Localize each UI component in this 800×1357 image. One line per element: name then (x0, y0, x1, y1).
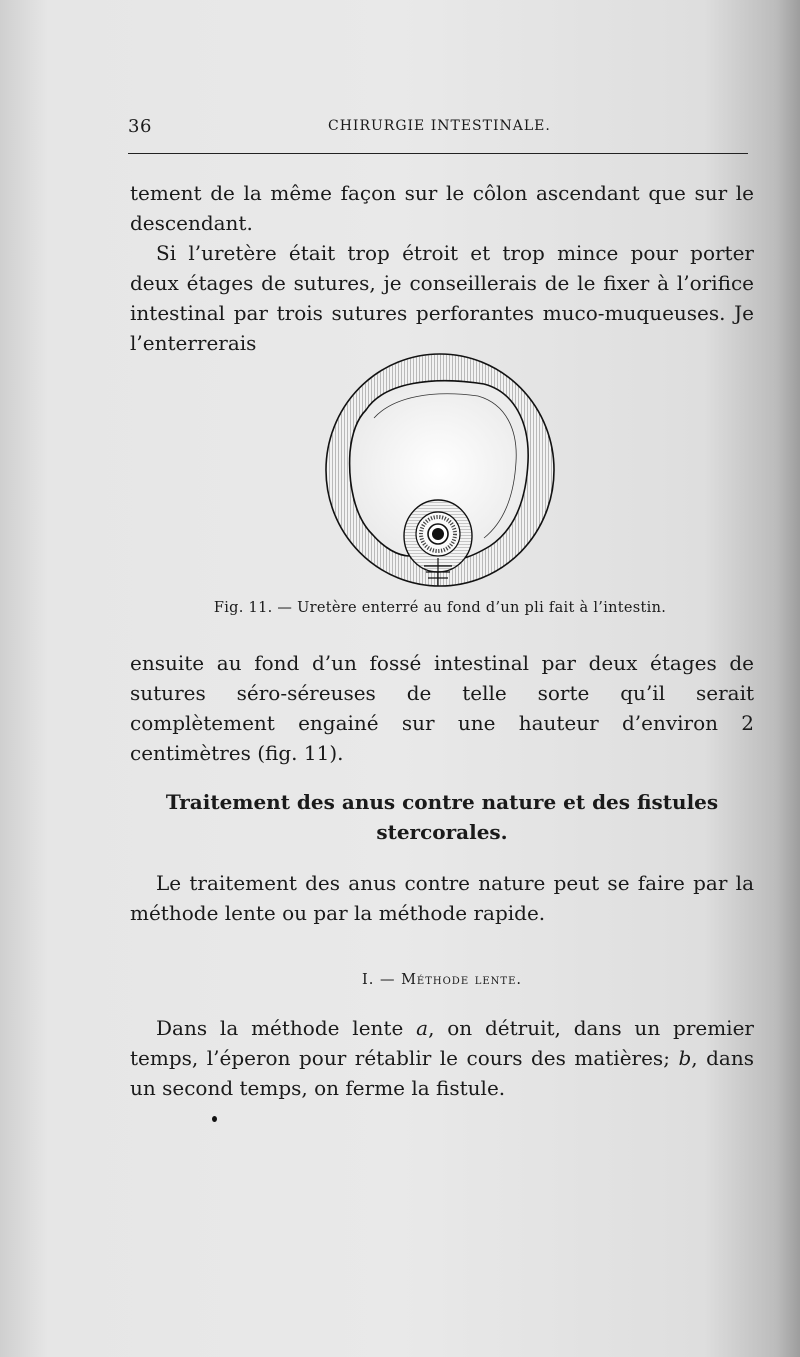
paragraph-3: ensuite au fond d’un fossé intestinal par deux étages de sutures séro-séreuses de telle sorte qu’il serait complètement engainé sur une hauteur d’environ 2 centimètres (fig. 11). (130, 651, 754, 765)
paragraph-5-part-b: , on détruit, dans un premier temps, l’éperon pour rétablir le cours des matières; (130, 1016, 754, 1070)
page-header (128, 116, 748, 140)
subsection-title: Méthode lente. (401, 972, 522, 988)
section-heading: Traitement des anus contre nature et des fistules stercorales. (165, 790, 719, 844)
page-number: 36 (128, 116, 152, 137)
paragraph-5-var-a: a (416, 1016, 429, 1040)
figure-caption: Fig. 11. — Uretère enterré au fond d’un pli fait à l’intestin. (213, 600, 667, 616)
running-title: CHIRURGIE INTESTINALE. (328, 118, 551, 134)
paragraph-2: Si l’uretère était trop étroit et trop mince pour porter deux étages de sutures, je conseillerais de le fixer à l’orifice intestinal par trois sutures perforantes muco-muqueuses. Je l’enterrerais (130, 241, 754, 355)
intestine-cross-section-illustration (314, 352, 562, 592)
paragraph-4: Le traitement des anus contre nature peut se faire par la méthode lente ou par la méthode rapide. (130, 871, 754, 925)
paragraph-5-var-b: b (678, 1046, 692, 1070)
ink-speck (212, 1116, 217, 1122)
paragraph-1: tement de la même façon sur le côlon ascendant que sur le descendant. (130, 181, 754, 235)
paragraph-5 (130, 1013, 754, 1103)
header-rule (128, 153, 748, 154)
subsection-heading (130, 972, 754, 988)
paragraph-5-part-a: Dans la méthode lente (156, 1016, 417, 1040)
paragraph-5-part-c: , dans un second temps, on ferme la fistule. (130, 1046, 754, 1100)
subsection-number: I. — (362, 972, 396, 988)
figure-11 (314, 352, 562, 592)
